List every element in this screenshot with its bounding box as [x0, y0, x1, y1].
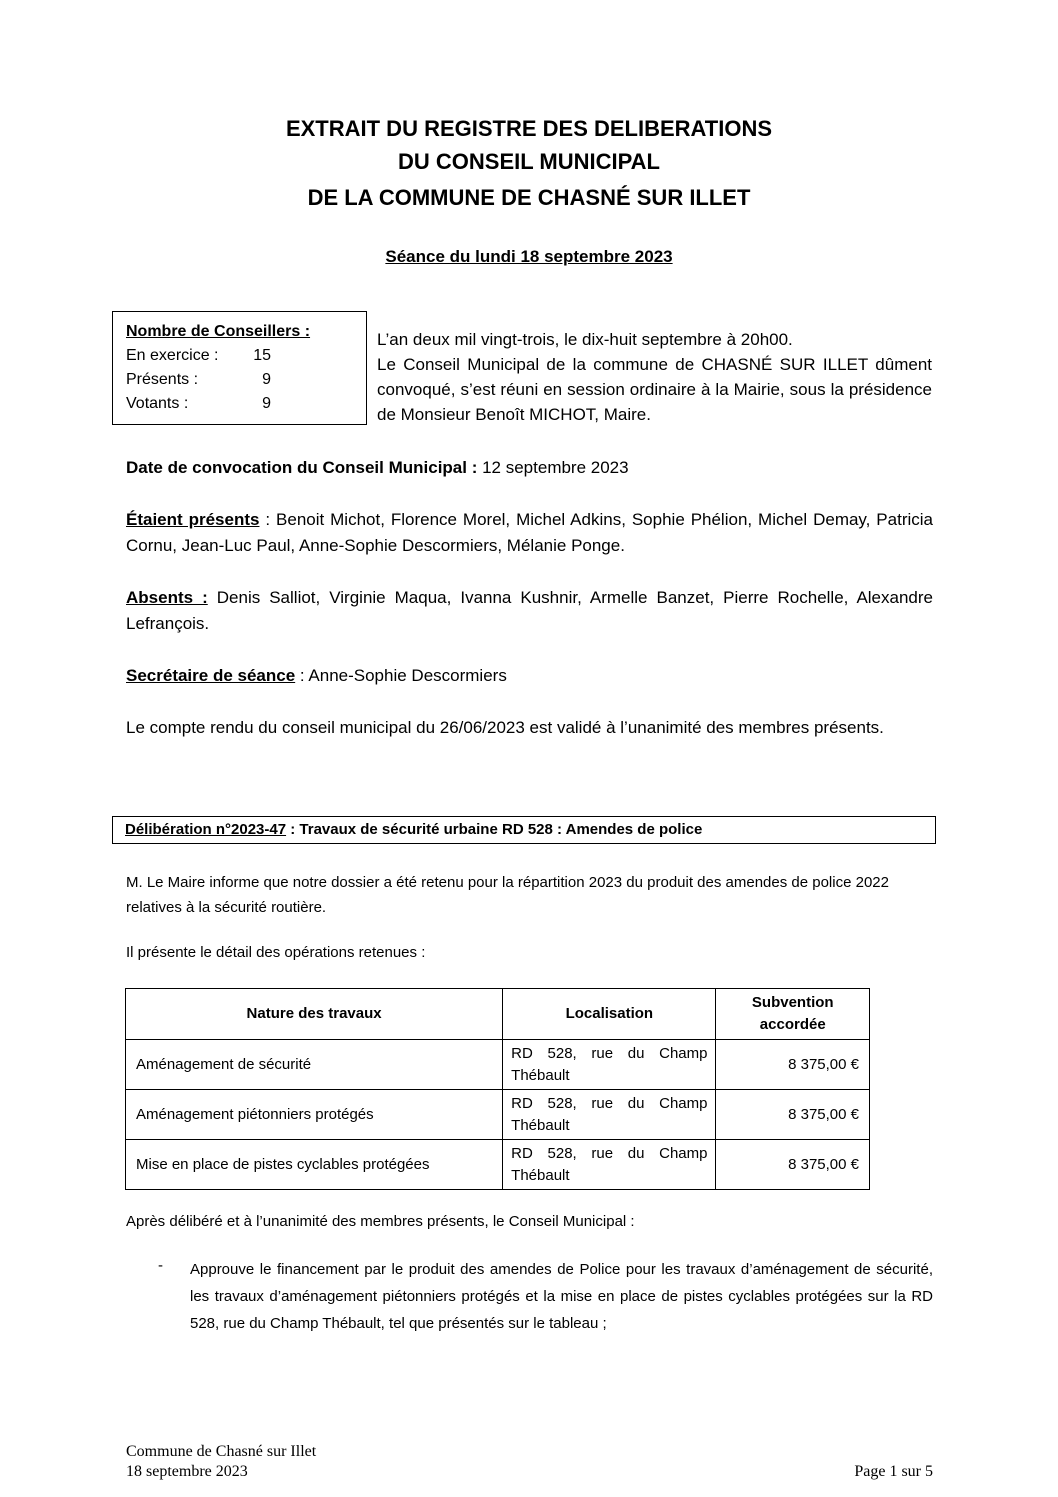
table-cell-localisation: RD 528, rue du Champ Thébault: [503, 1140, 716, 1190]
table-cell-localisation: RD 528, rue du Champ Thébault: [503, 1090, 716, 1140]
deliberation-paragraph-2: Il présente le détail des opérations retenues :: [126, 944, 426, 961]
table-row: [126, 1040, 870, 1090]
table-cell-subvention: 8 375,00 €: [716, 1140, 870, 1190]
table-cell-nature: Mise en place de pistes cyclables protégées: [126, 1140, 503, 1190]
intro-line-2: Le Conseil Municipal de la commune de CHASNÉ SUR ILLET dûment convoqué, s’est réuni en session ordinaire à la Mairie, sous la présidence de Monsieur Benoît MICHOT, Maire.: [377, 355, 932, 424]
table-cell-subvention: 8 375,00 €: [716, 1090, 870, 1140]
conseillers-row: [126, 344, 310, 368]
operations-table: [125, 988, 870, 1190]
absents-list: Denis Salliot, Virginie Maqua, Ivanna Kushnir, Armelle Banzet, Pierre Rochelle, Alexandre Lefrançois.: [126, 588, 933, 633]
deliberation-paragraph-3: Après délibéré et à l’unanimité des membres présents, le Conseil Municipal :: [126, 1213, 635, 1230]
convocation-label: Date de convocation du Conseil Municipal :: [126, 458, 478, 477]
conseillers-heading: Nombre de Conseillers :: [126, 323, 311, 340]
table-cell-nature: Aménagement de sécurité: [126, 1040, 503, 1090]
document-title-line-3: DE LA COMMUNE DE CHASNÉ SUR ILLET: [307, 185, 751, 210]
absents-paragraph: [126, 585, 933, 637]
conseillers-row-label: Votants :: [126, 395, 189, 412]
deliberation-paragraph-1: M. Le Maire informe que notre dossier a été retenu pour la répartition 2023 du produit des amendes de police 2022 relatives à la sécurité routière.: [126, 874, 889, 916]
footer-commune: Commune de Chasné sur Illet: [126, 1443, 317, 1460]
convocation-paragraph: [126, 455, 933, 481]
conseillers-row-label: Présents :: [126, 371, 199, 388]
deliberation-heading-box: [112, 816, 936, 844]
bullet-dash: -: [158, 1257, 163, 1274]
presents-paragraph: [126, 507, 933, 559]
conseillers-row-value: 15: [253, 347, 271, 364]
table-header-row: [126, 989, 870, 1040]
table-cell-nature: Aménagement piétonniers protégés: [126, 1090, 503, 1140]
deliberation-number: Délibération n°2023-47: [125, 821, 287, 838]
intro-paragraph: [377, 327, 932, 427]
conseillers-row-value: 9: [262, 395, 271, 412]
document-title-line-1: EXTRAIT DU REGISTRE DES DELIBERATIONS: [285, 116, 773, 141]
bullet-item-1: Approuve le financement par le produit des amendes de Police pour les travaux d’aménagement de sécurité, les travaux d’aménagement piétonniers protégés et la mise en place de pistes cyclables protégées sur la RD 528, rue du Champ Thébault, tel que présentés sur le tableau ;: [190, 1261, 933, 1332]
secretaire-name: : Anne-Sophie Descormiers: [295, 666, 507, 685]
conseillers-row: [126, 368, 310, 392]
table-header-cell: Nature des travaux: [126, 989, 503, 1040]
presents-label: Étaient présents: [126, 510, 260, 529]
table-cell-subvention: 8 375,00 €: [716, 1040, 870, 1090]
presents-list: : Benoit Michot, Florence Morel, Michel Adkins, Sophie Phélion, Michel Demay, Patricia Cornu, Jean-Luc Paul, Anne-Sophie Descormiers, Mélanie Ponge.: [126, 510, 933, 555]
table-header-cell: Localisation: [503, 989, 716, 1040]
footer-date: 18 septembre 2023: [126, 1463, 248, 1480]
absents-label: Absents :: [126, 588, 208, 607]
seance-heading: Séance du lundi 18 septembre 2023: [385, 247, 673, 266]
table-header-cell: Subvention accordée: [716, 989, 870, 1040]
conseillers-row-label: En exercice :: [126, 347, 219, 364]
secretaire-label: Secrétaire de séance: [126, 666, 296, 685]
conseillers-row-value: 9: [262, 371, 271, 388]
footer-page-number: Page 1 sur 5: [854, 1463, 933, 1480]
secretaire-paragraph: [126, 663, 933, 689]
deliberation-title: : Travaux de sécurité urbaine RD 528 : Amendes de police: [286, 821, 703, 838]
conseillers-box: [112, 311, 367, 425]
conseillers-row: [126, 392, 310, 416]
table-row: [126, 1090, 870, 1140]
intro-line-1: L’an deux mil vingt-trois, le dix-huit septembre à 20h00.: [377, 330, 793, 349]
document-title-line-2: DU CONSEIL MUNICIPAL: [398, 149, 660, 174]
table-cell-localisation: RD 528, rue du Champ Thébault: [503, 1040, 716, 1090]
convocation-date: 12 septembre 2023: [477, 458, 629, 477]
compte-rendu-paragraph: Le compte rendu du conseil municipal du 26/06/2023 est validé à l’unanimité des membres présents.: [126, 718, 884, 737]
table-row: [126, 1140, 870, 1190]
